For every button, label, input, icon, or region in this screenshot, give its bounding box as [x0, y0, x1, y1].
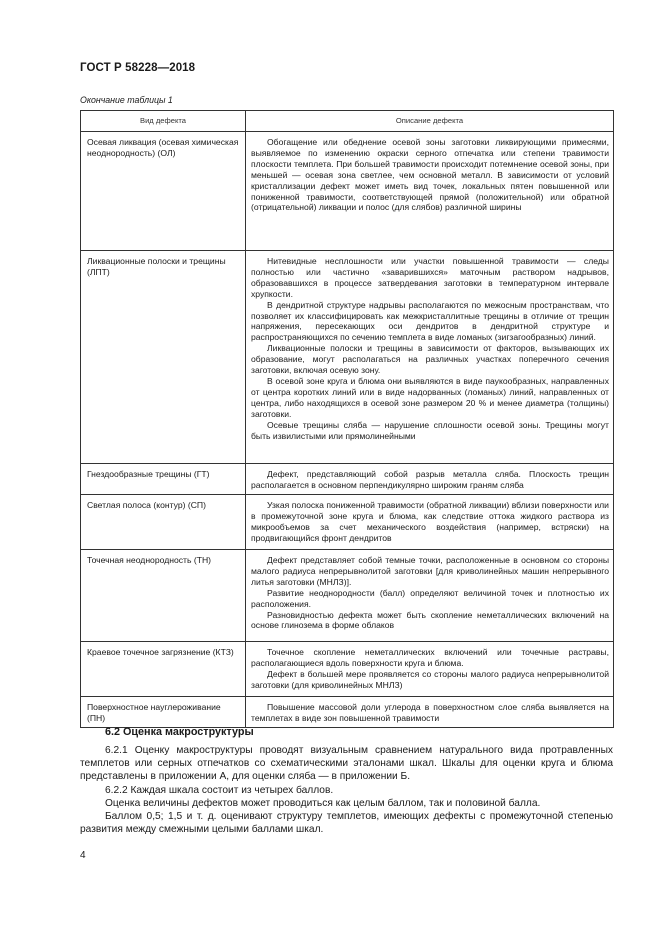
defects-table — [80, 110, 614, 728]
defect-description — [246, 642, 614, 697]
description-paragraph: Точечное скопление неметаллических включений или точечные растравы, располагающиеся вдоль поверхности круга и блюма. — [251, 647, 609, 668]
defect-description — [246, 550, 614, 642]
description-paragraph: Дефект представляет собой темные точки, расположенные в основном со стороны малого радиуса непрерывнолитой заготовки [для криволинейных машин непрерывного литья заготовки (МНЛЗ)]. — [251, 555, 609, 587]
defect-name: Точечная неоднородность (ТН) — [81, 550, 246, 642]
description-paragraph: Нитевидные несплошности или участки повышенной травимости — следы полностью или частично «заварившихся» маточным раствором надрывов, образовавшихся в процессе затвердевания заготовки в температурном интервале хрупкости. — [251, 256, 609, 299]
table-row — [81, 495, 614, 550]
document-header: ГОСТ Р 58228—2018 — [80, 62, 196, 74]
defect-description — [246, 464, 614, 495]
description-paragraph: Обогащение или обеднение осевой зоны заготовки ликвирующими примесями, выявляемое по изменению окраски серного отпечатка или степени травимости плоскости темплета. При большей травимости происходит потемнение осевой зоны, при меньшей — осевая зона светлее, чем основной металл. В зависимости от условий кристаллизации дефект может иметь вид точек, локальных пятен повышенной или пониженной травимости, соответствующей прямой (положительной) или обратной (отрицательной) ликвации и полос (для слябов) различной ширины — [251, 137, 609, 213]
defect-name: Осевая ликвация (осевая химическая неоднородность) (ОЛ) — [81, 132, 246, 251]
column-header-defect-description: Описание дефекта — [246, 111, 614, 132]
table-row — [81, 464, 614, 495]
defect-name: Поверхностное науглероживание (ПН) — [81, 697, 246, 728]
defect-description — [246, 697, 614, 728]
description-paragraph: Ликвационные полоски и трещины в зависимости от факторов, вызывающих их образование, могут располагаться на различных участках поперечного сечения заготовки, включая осевую зону. — [251, 343, 609, 376]
description-paragraph: Осевые трещины сляба — нарушение сплошности осевой зоны. Трещины могут быть извилистыми или прямолинейными — [251, 419, 609, 441]
page-number: 4 — [80, 850, 86, 861]
defect-description — [246, 251, 614, 464]
section-title: 6.2 Оценка макроструктуры — [105, 726, 254, 738]
body-paragraph: 6.2.1 Оценку макроструктуры проводят визуальным сравнением натурального вида протравленных темплетов или серных отпечатков со схематическими эталонами шкал. Шкалы для оценки круга и блюма представлены в приложении А, для оценки сляба — в приложении Б. — [80, 745, 613, 783]
description-paragraph: В дендритной структуре надрывы располагаются по межосным пространствам, что позволяет их классифицировать как межкристаллитные трещины в отличие от трещин напряжения, пересекающих оси дендритов в дендритной структуре и распространяющихся по сечению темплета в виде ломаных (зигзагообразных) линий. — [251, 299, 609, 343]
description-paragraph: Узкая полоска пониженной травимости (обратной ликвации) вблизи поверхности или в промежуточной зоне круга и блюма, как следствие оттока жидкого раствора из микрообъемов за счет механического воздействия (например, встряски) на продвигающийся фронт дендритов — [251, 500, 609, 543]
description-paragraph: Повышение массовой доли углерода в поверхностном слое сляба выявляется на темплетах в виде зон повышенной травимости — [251, 702, 609, 723]
table-row — [81, 132, 614, 251]
table-header-row — [81, 111, 614, 132]
defect-description — [246, 132, 614, 251]
description-paragraph: Развитие неоднородности (балл) определяют величиной точек и плотностью их расположения. — [251, 587, 609, 609]
section-body — [80, 744, 613, 836]
description-paragraph: Дефект, представляющий собой разрыв металла сляба. Плоскость трещин располагается в основном перпендикулярно широким граням сляба — [251, 469, 609, 490]
defect-name: Краевое точечное загрязнение (КТЗ) — [81, 642, 246, 697]
defect-description — [246, 495, 614, 550]
body-paragraph: Баллом 0,5; 1,5 и т. д. оценивают структуру темплетов, имеющих дефекты с промежуточной степенью развития между смежными целыми баллами шкал. — [80, 811, 613, 836]
table-row — [81, 550, 614, 642]
description-paragraph: В осевой зоне круга и блюма они выявляются в виде паукообразных, направленных от центра коротких линий или в виде надорванных (ломаных) линий, направленных от центра, либо находящихся в осевой зоне размером 20 % и менее диаметра (толщины) заготовки. — [251, 375, 609, 419]
table-caption: Окончание таблицы 1 — [80, 95, 173, 105]
description-paragraph: Разновидностью дефекта может быть скопление неметаллических включений на основе глинозема в форме облаков — [251, 609, 609, 631]
defect-name: Светлая полоса (контур) (СП) — [81, 495, 246, 550]
table-row — [81, 697, 614, 728]
defect-name: Гнездообразные трещины (ГТ) — [81, 464, 246, 495]
description-paragraph: Дефект в большей мере проявляется со стороны малого радиуса непрерывнолитой заготовки (для криволинейных МНЛЗ) — [251, 668, 609, 690]
body-paragraph: Оценка величины дефектов может проводиться как целым баллом, так и половиной балла. — [105, 797, 541, 809]
defect-name: Ликвационные полоски и трещины (ЛПТ) — [81, 251, 246, 464]
table-row — [81, 251, 614, 464]
body-paragraph: 6.2.2 Каждая шкала состоит из четырех баллов. — [105, 784, 334, 796]
column-header-defect-type: Вид дефекта — [81, 111, 246, 132]
table-row — [81, 642, 614, 697]
